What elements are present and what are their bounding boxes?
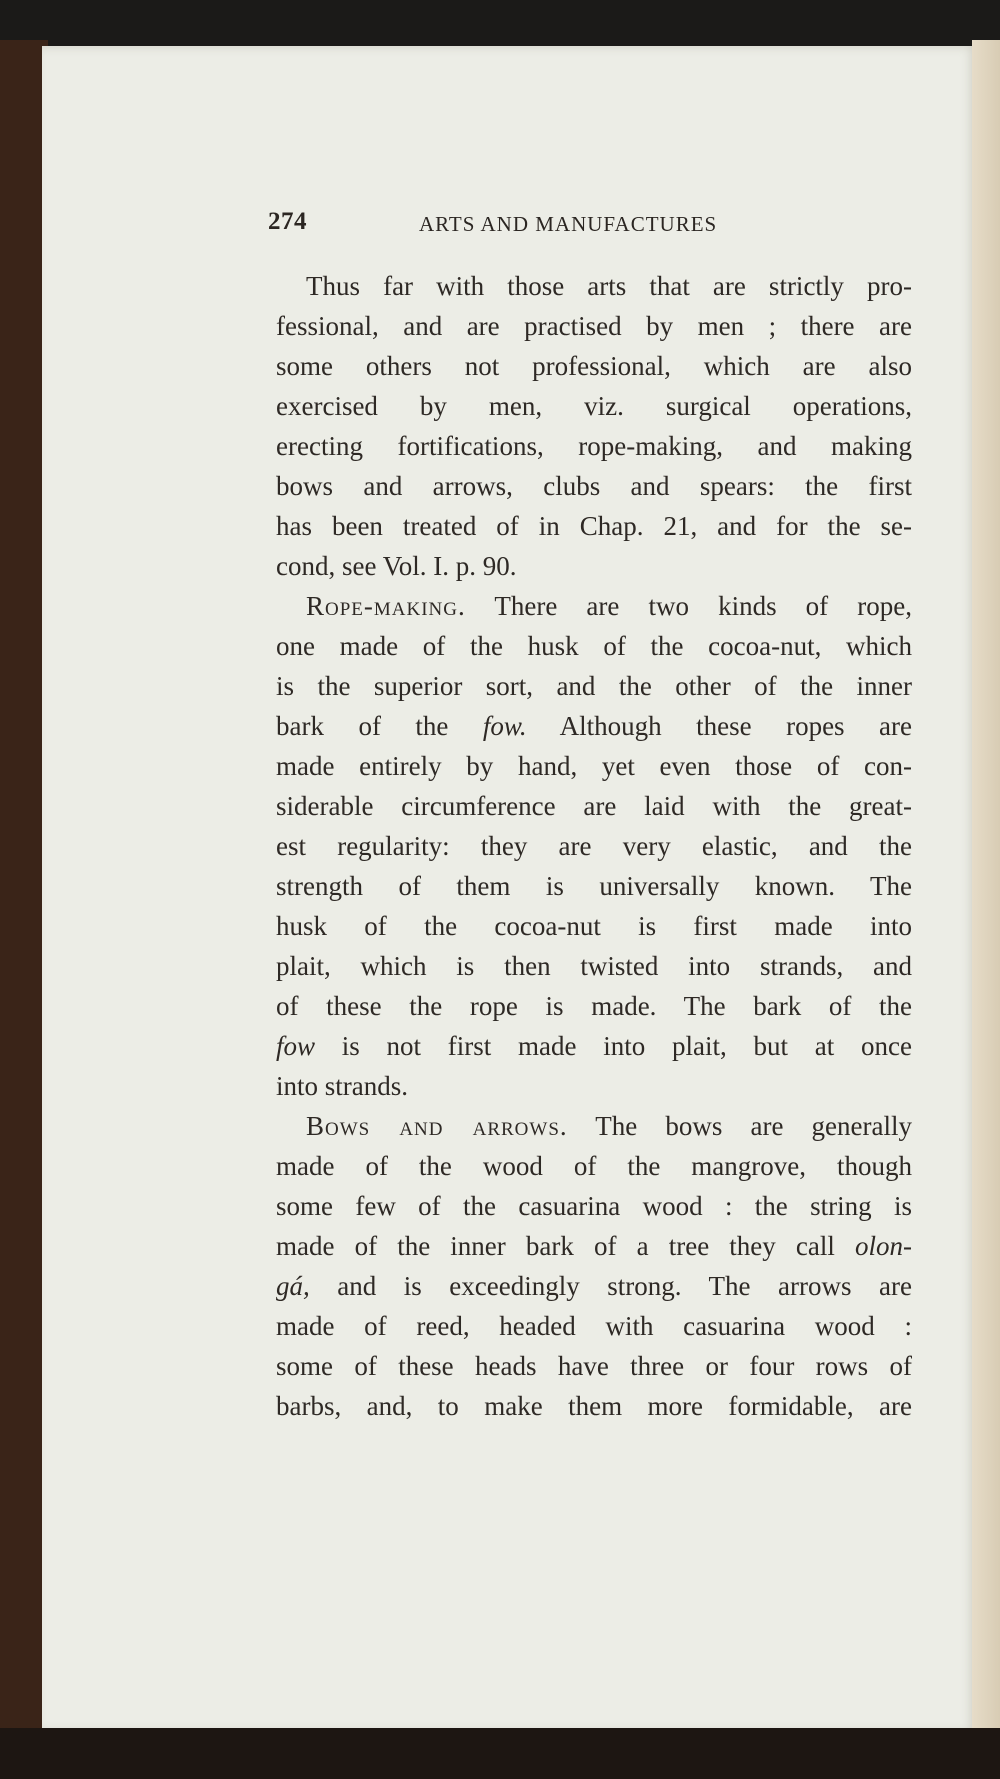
text-line: some of these heads have three or four rows of	[276, 1351, 912, 1381]
text-line: has been treated of in Chap. 21, and for the se-	[276, 511, 912, 541]
section-heading-bows-and-arrows: Bows and arrows.	[306, 1111, 568, 1141]
text-line: of these the rope is made. The bark of the	[276, 991, 912, 1021]
body-text	[276, 266, 912, 1426]
text-line: made of reed, headed with casuarina wood :	[276, 1311, 912, 1341]
text-line: one made of the husk of the cocoa-nut, which	[276, 631, 912, 661]
running-head: ARTS AND MANUFACTURES	[419, 212, 718, 236]
page-number: 274	[268, 208, 307, 235]
text-line: made entirely by hand, yet even those of con-	[276, 751, 912, 781]
scan-bottom-border	[0, 1728, 1000, 1779]
text-line: strength of them is universally known. The	[276, 871, 912, 901]
page-right-edge	[972, 40, 1000, 1740]
text-line: some few of the casuarina wood : the string is	[276, 1191, 912, 1221]
text-line: fessional, and are practised by men ; there are	[276, 311, 912, 341]
text-line: siderable circumference are laid with the great-	[276, 791, 912, 821]
text-line: gá, and is exceedingly strong. The arrows are	[276, 1271, 912, 1301]
text-line: made of the inner bark of a tree they call olon-	[276, 1231, 912, 1261]
text-line: Rope-making. There are two kinds of rope,	[306, 591, 912, 621]
scan-left-border	[0, 40, 48, 1740]
scan-top-border	[0, 0, 1000, 48]
section-heading-rope-making: Rope-making.	[306, 591, 466, 621]
text-line: cond, see Vol. I. p. 90.	[276, 551, 517, 581]
text-line: is the superior sort, and the other of the inner	[276, 671, 912, 701]
text-line: barbs, and, to make them more formidable, are	[276, 1391, 912, 1421]
text-line: into strands.	[276, 1071, 408, 1101]
text-line: Bows and arrows. The bows are generally	[306, 1111, 912, 1141]
text-line: plait, which is then twisted into strands, and	[276, 951, 912, 981]
text-line: bows and arrows, clubs and spears: the first	[276, 471, 912, 501]
text-line: bark of the fow. Although these ropes are	[276, 711, 912, 741]
page-header	[268, 208, 788, 248]
text-line: Thus far with those arts that are strictly pro-	[306, 271, 912, 301]
text-line: est regularity: they are very elastic, and the	[276, 831, 912, 861]
text-line: exercised by men, viz. surgical operations,	[276, 391, 912, 421]
text-line: made of the wood of the mangrove, though	[276, 1151, 912, 1181]
text-line: fow is not first made into plait, but at once	[276, 1031, 912, 1061]
text-line: some others not professional, which are also	[276, 351, 912, 381]
text-line: erecting fortifications, rope-making, and making	[276, 431, 912, 461]
text-line: husk of the cocoa-nut is first made into	[276, 911, 912, 941]
